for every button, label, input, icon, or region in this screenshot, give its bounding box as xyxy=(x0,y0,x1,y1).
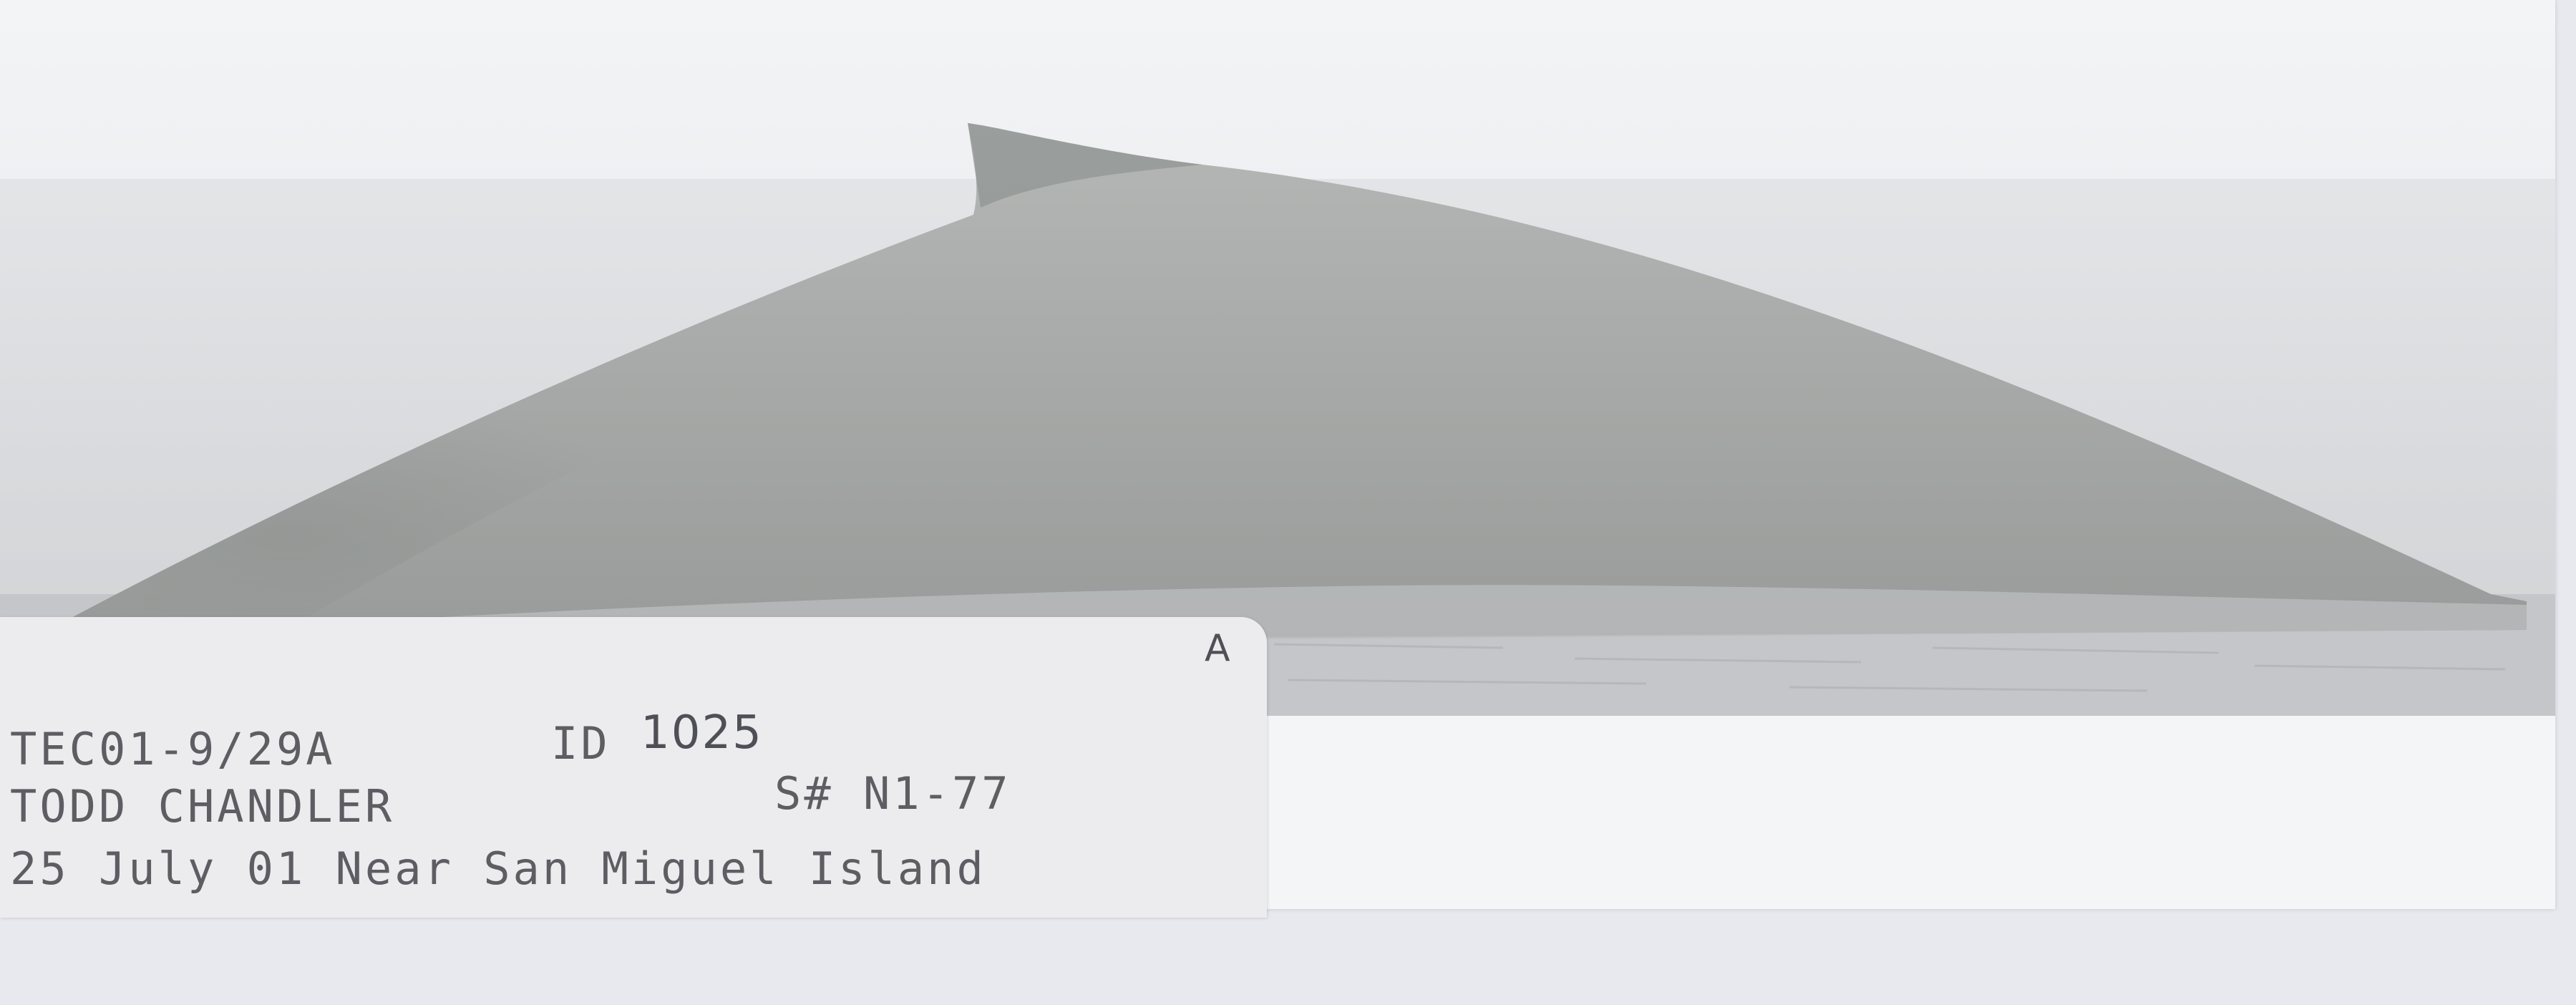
catalog-code: TEC01-9/29A xyxy=(10,723,336,775)
sample-number: S# N1-77 xyxy=(774,767,1011,820)
id-number: 1025 xyxy=(641,707,763,759)
corner-letter: A xyxy=(1205,627,1230,670)
photographer: TODD CHANDLER xyxy=(10,780,395,832)
id-label: ID xyxy=(551,717,611,769)
date-location: 25 July 01 Near San Miguel Island xyxy=(10,843,986,895)
label-card xyxy=(0,617,1267,918)
print-margin xyxy=(1267,716,2555,909)
